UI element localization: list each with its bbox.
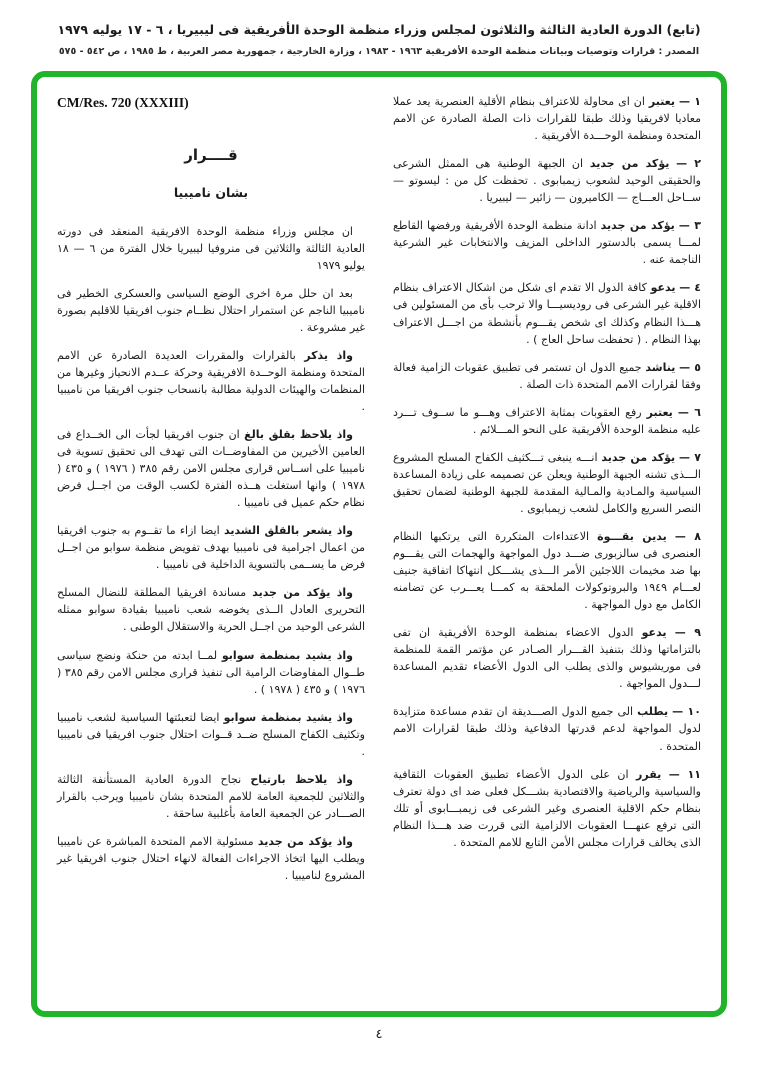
preambular-paragraph-8	[57, 709, 365, 760]
preambular-paragraph-5	[57, 522, 365, 573]
paragraph-text: لمــا ابدته من حنكة ونضج سياسى طــوال المفاوضات الرامية الى تنفيذ قرارى مجلس الامن رقم ٣٨٥ ( ١٩٧٦ ) و ٤٣٥ ( ١٩٧٨ ) .	[57, 648, 365, 696]
item-number: ٩ —	[674, 626, 702, 640]
item-number: ٦ —	[677, 405, 702, 419]
paragraph-text: ان جنوب افريقيا لجأت الى الخــداع فى العامين الأخيرين من المفاوضــات التى تهدف الى تحقيق تسوية فى ناميبيا على اســاس قرارى مجلس الامن رقم ٣٨٥ ( ١٩٧٦ ) و ٤٣٥ ( ١٩٧٨ ) وانها استغلت هــذه الفترة لكسب الوقت من اجــل فرض نظام حكم عميل فى ناميبيا .	[57, 428, 365, 510]
item-number: ٨ —	[674, 529, 701, 543]
preambular-paragraph-2	[57, 285, 365, 336]
header-session-line: (تابع) الدورة العادية الثالثة والثلاثون لمجلس وزراء منظمة الوحدة الأفريقية فى ليبيريا ، ٦ - ١٧ يوليه ١٩٧٩	[57, 22, 701, 37]
item-text: ان على الدول الأعضاء تطبيق العقوبات الثقافية والسياسية والرياضية والاقتصادية بشـــكل فعلى ضد اى دولة تعترف بنظام حكم الاقلية العنصرى وغير الشرعى فى زيمبـــابوى أو تلك التى ترفع عنهـــا العقوبات الالزامية التى قررت ضد هـــذا النظام الذى يخالف قرارات مجلس الأمن التابع للامم المتحدة .	[393, 767, 701, 849]
item-text: الى جميع الدول الصـــديقة ان تقدم مساعدة متزايدة لدول المواجهة لدعم قدرتها الدفاعية وذلك طبقا لقرارات الامم المتحدة .	[393, 705, 701, 753]
item-lead: يؤكد من جديد	[589, 157, 670, 171]
paragraph-text: ايضا ازاء ما تقــوم به جنوب افريقيا من اعمال اجرامية فى ناميبيا بهدف تفويض منظمة سوابو من اجــل فرض ما يســمى بالتسوية الداخلية فى ناميبيا .	[57, 524, 365, 572]
paragraph-lead: واذ يشيد بمنظمة سوابو	[223, 710, 353, 724]
paragraph-lead: واذ يذكر	[304, 348, 354, 362]
operative-item-11	[393, 766, 701, 851]
item-lead: يدعو	[641, 626, 667, 640]
paragraph-lead: واذ يؤكد من جديد	[252, 586, 354, 600]
preambular-paragraph-3	[57, 347, 365, 415]
paragraph-text: مسئولية الامم المتحدة المباشرة عن ناميبيا ويطلب اليها اتخاذ الاجراءات الفعالة لانهاء احتلال جنوب افريقيا غير المشروع لناميبيا .	[57, 834, 365, 883]
paragraph-lead: واذ يشعر بالقلق الشديد	[223, 524, 353, 538]
item-lead: يدين بقـــوة	[597, 529, 667, 543]
resolution-reference: CM/Res. 720 (XXXIII)	[57, 95, 189, 110]
item-text: جميع الدول ان تستمر فى تطبيق عقوبات الزامية فعالة وفقا لقرارات الامم المتحدة ذات الصلة .	[393, 360, 701, 391]
item-number: ١١ —	[668, 767, 701, 781]
item-lead: يؤكد من جديد	[601, 450, 676, 464]
paragraph-lead: واذ يؤكد من جديد	[257, 834, 353, 848]
item-text: رفع العقوبات بمثابة الاعتراف وهـــو ما ســوف تـــرد عليه منظمة الوحدة الأفريقية على النحو المـــلائم .	[393, 405, 701, 436]
document-header	[0, 0, 758, 57]
operative-item-7	[393, 449, 701, 517]
two-column-body	[57, 93, 701, 995]
paragraph-text: نجاح الدورة العادية المستأنفة الثالثة والثلاثين للجمعية العامة للامم المتحدة بشان ناميبيا ويرحب بالقرار الصـــادر عن الجمعية العامة بأغلبية ساحقة .	[57, 772, 365, 820]
item-text: انـــه ينبغى تـــكثيف الكفاح المسلح المشروع الـــذى تشنه الجبهة الوطنية ويعلن عن تصميمه على زيادة المساعدة السياسية والمـادية والمـالية المقدمة للجبهة الوطنية لضمان تحقيق النصر السريع والكامل لشعب زيمبابوى .	[393, 450, 701, 515]
item-lead: يعتبر	[646, 405, 673, 419]
item-text: كافة الدول الا تقدم اى شكل من اشكال الاعتراف بنظام الاقلية غير الشرعى فى روديسيـــا والا ترحب بأى من المسئولين فى هـــذا النظام وكذلك اى شخص يقـــوم بأنشطة من اجـــل الاعتراف بهذا النظام . ( تحفظت ساحل العاج ) .	[393, 281, 701, 346]
item-text: ان الجبهة الوطنية هى الممثل الشرعى والحقيقى الوحيد لشعوب زيمبابوى . تحفظت كل من : ليسوتو — ســاحل العـــاج — الكاميرون — زائير — ليبيريا .	[393, 157, 701, 205]
paragraph-text: بعد ان حلل مرة اخرى الوضع السياسى والعسكرى الخطير فى ناميبيا الناجم عن استمرار احتلال نظــام جنوب افريقيا للاقليم بصورة غير مشروعة .	[57, 286, 365, 334]
operative-item-3	[393, 217, 701, 268]
item-lead: يقرر	[636, 767, 662, 781]
item-number: ٤ —	[679, 281, 701, 295]
operative-item-5	[393, 359, 701, 393]
item-number: ٧ —	[679, 450, 701, 464]
resolution-column	[57, 93, 365, 995]
operative-item-9	[393, 624, 701, 692]
paragraph-lead: واذ يشيد بمنظمة سوابو	[221, 648, 353, 662]
operative-item-4	[393, 279, 701, 347]
green-border-frame	[31, 71, 727, 1017]
operative-item-2	[393, 155, 701, 206]
operative-item-10	[393, 703, 701, 754]
operative-items-column	[393, 93, 701, 995]
item-number: ٢ —	[676, 157, 701, 171]
resolution-subtitle: بشان ناميبيا	[173, 185, 249, 201]
paragraph-text: مساندة افريقيا المطلقة للنضال المسلح التحريرى العادل الــذى يخوضه شعب ناميبيا بقيادة سوابو ممثله الشرعى الوحيد من اجــل الحرية والاستقلال الوطنى .	[57, 586, 365, 634]
paragraph-text: بالقرارات والمقررات العديدة الصادرة عن الامم المتحدة ومنظمة الوحــدة الافريقية وحركة عــدم الانحياز وغيرها من المنظمات والهيئات الدولية مطالبة بانسحاب جنوب افريقيا من ناميبيا .	[57, 348, 365, 413]
item-text: الدول الاعضاء بمنظمة الوحدة الأفريقية ان تفى بالتزاماتها وذلك بتنفيذ القـــرار الصـادر عن مؤتمر القمة للمنظمة فى موريشيوس والذى يطلب الى الدول الأعضاء تقديم المساعدة لـــدول المواجهة .	[393, 626, 701, 691]
item-text: ان اى محاولة للاعتراف بنظام الأقلية العنصرية يعد عملا معاديا لافريقيا وذلك طبقا للقرارات ذات الصلة الصادرة عن الامم المتحدة ومنظمة الوحـــدة الأفريقية .	[393, 95, 701, 143]
preambular-paragraph-4	[57, 426, 365, 511]
header-source-line: المصدر : قرارات وتوصيات وبيانات منظمة الوحدة الأفريقية ١٩٦٣ - ١٩٨٣ ، وزارة الخارجية ، جمهورية مصر العربية ، ط ١٩٨٥ ، ص ٥٤٢ - ٥٧٥	[58, 46, 700, 57]
preambular-paragraph-9	[57, 771, 365, 822]
item-text: ادانة منظمة الوحدة الأفريقية ورفضها القاطع لمـــا يسمى بالدستور الداخلى المزيف والانتخابات غير الشرعية الناجمة عنه .	[393, 219, 701, 267]
preambular-paragraph-6	[57, 584, 365, 635]
item-number: ١٠ —	[672, 705, 701, 719]
preambular-paragraph-7	[57, 647, 365, 698]
item-lead: يطلب	[637, 705, 669, 719]
operative-item-8	[393, 528, 701, 613]
paragraph-lead: واذ يلاحظ بارتياح	[250, 772, 354, 786]
operative-item-6	[393, 404, 701, 438]
paragraph-lead: واذ يلاحظ بقلق بالغ	[244, 428, 353, 442]
preambular-paragraph-1	[57, 223, 365, 274]
item-number: ٥ —	[679, 360, 701, 374]
preambular-paragraph-10	[57, 833, 365, 884]
item-lead: يدعو	[650, 281, 676, 295]
item-text: الاعتداءات المتكررة التى يرتكبها النظام العنصرى فى سالزبورى ضـــد دول المواجهة والهجمات التى يقـــوم بها ضد مخيمات اللاجئين الأمر الـــذى يشـــكل انتهاكا اتفاقية جنيف لعـــام ١٩٤٩ والبروتوكولات الملحقة به كمـــا يعـــرب عن تضامنه الكامل مع دول المواجهة .	[393, 529, 701, 612]
resolution-title: قــــرار	[184, 145, 238, 164]
page-number: ٤	[375, 1027, 383, 1042]
paragraph-text: ان مجلس وزراء منظمة الوحدة الافريقية المنعقد فى دورته العادية الثالثة والثلاثين فى منروفيا ليبيريا خلال الفترة من ٦ — ١٨ يوليو ١٩٧٩	[57, 224, 365, 272]
document-footer	[0, 1027, 758, 1042]
item-lead: يناشد	[645, 360, 676, 374]
item-lead: يؤكد من جديد	[600, 219, 675, 233]
item-number: ١ —	[678, 95, 701, 108]
item-number: ٣ —	[678, 219, 701, 233]
operative-item-1	[393, 93, 701, 144]
item-lead: يعتبر	[648, 95, 676, 108]
paragraph-text: ايضا لتعبئتها السياسية لشعب ناميبيا وتكثيف الكفاح المسلح ضــد قــوات احتلال جنوب افريقيا فى ناميبيا .	[57, 710, 365, 758]
